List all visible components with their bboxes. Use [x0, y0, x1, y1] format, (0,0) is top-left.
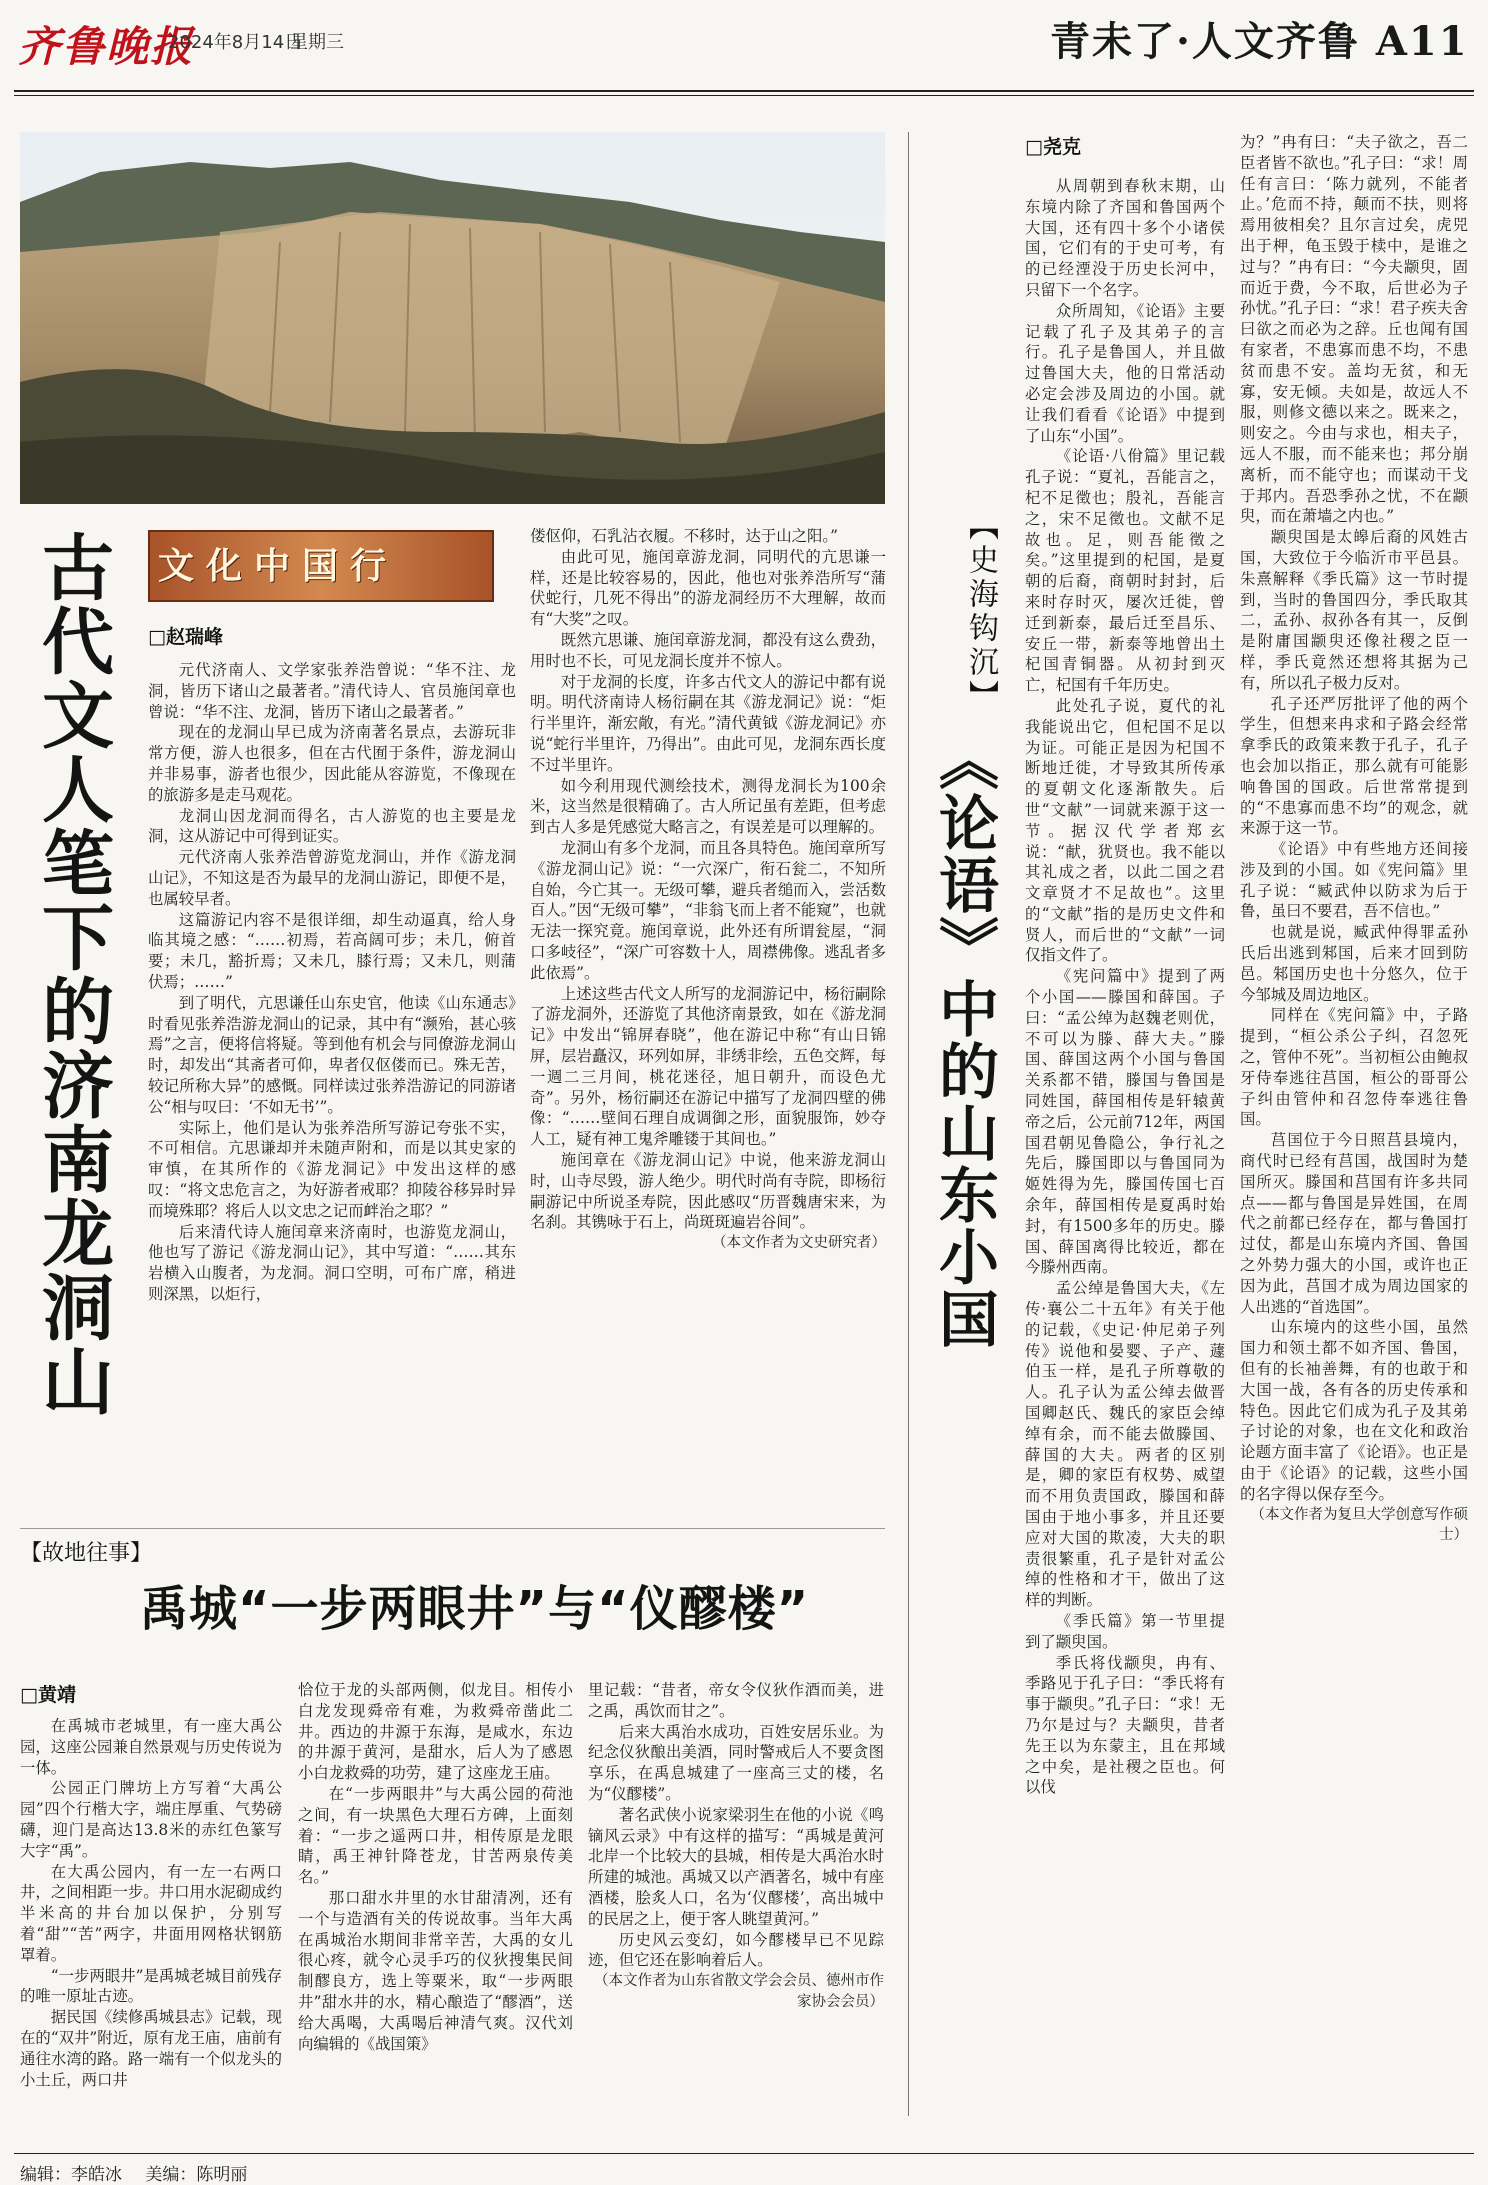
paragraph: 公园正门牌坊上方写着“大禹公园”四个行楷大字，端庄厚重、气势磅礴，迎门是高达13.8米的赤红色篆写大字“禹”。 [20, 1779, 282, 1860]
paragraph: 为？”冉有曰：“夫子欲之，吾二臣者皆不欲也。”孔子曰：“求！周任有言曰：‘陈力就列，不能者止。’危而不持，颠而不扶，则将焉用彼相矣？且尔言过矣，虎兕出于柙，龟玉毁于椟中，是谁之过与？”冉有曰：“今夫颛臾，固而近于费，今不取，后世必为子孙忧。”孔子曰：“求！君子疾夫舍曰欲之而必为之辞。丘也闻有国有家者，不患寡而患不均，不患贫而患不安。盖均无贫，和无寡，安无倾。夫如是，故远人不服，则修文德以来之。既来之，则安之。今由与求也，相夫子，远人不服，而不能来也；邦分崩离析，而不能守也；而谋动干戈于邦内。吾恐季孙之忧，不在颛臾，而在萧墙之内也。” [1240, 133, 1468, 526]
article1-title: 古代文人笔下的济南龙洞山 [30, 530, 114, 1418]
column-separator [908, 132, 909, 2116]
paragraph: 里记载：“昔者，帝女令仪狄作酒而美，进之禹，禹饮而甘之”。 [588, 1681, 884, 1720]
paragraph: 对于龙洞的长度，许多古代文人的游记中都有说明。明代济南诗人杨衍嗣在其《游龙洞记》说：“炬行半里许，渐宏敞，有光。”清代黄钺《游龙洞记》亦说“蛇行半里许，乃得出”。由此可见，龙洞东西长度不过半里许。 [530, 672, 886, 774]
paragraph: 偻伛仰，石乳沾衣履。不移时，达于山之阳。” [530, 527, 838, 545]
paragraph: 颛臾国是太皞后裔的风姓古国，大致位于今临沂市平邑县。朱熹解释《季氏篇》这一节时提到，当时的鲁国四分，季氏取其二，孟孙、叔孙各有其一，反倒是附庸国颛臾还像社稷之臣一样，季氏竟然还想将其据为己有，所以孔子极力反对。 [1240, 528, 1468, 692]
paragraph: 恰位于龙的头部两侧，似龙目。相传小白龙发现舜帝有难，为救舜帝凿此二井。西边的井源于东海，是咸水，东边的井源于黄河，是甜水，后人为了感恩小白龙救舜的功劳，建了这座龙王庙。 [298, 1681, 573, 1783]
page-footer [20, 2160, 265, 2185]
paragraph: 众所周知，《论语》主要记载了孔子及其弟子的言行。孔子是鲁国人，并且做过鲁国大夫，他的日常活动必定会涉及周边的小国。就让我们看看《论语》中提到了山东“小国”。 [1025, 301, 1225, 445]
masthead [0, 0, 1488, 84]
article3-column-1 [20, 1716, 282, 2131]
designer-credit: 美编：陈明丽 [145, 2165, 248, 2185]
article2-author-note: （本文作者为复旦大学创意写作硕士） [1250, 1506, 1468, 1544]
article1-column-2 [530, 526, 886, 1456]
paragraph: 在“一步两眼井”与大禹公园的荷池之间，有一块黑色大理石方碑，上面刻着：“一步之遥两口井，相传原是龙眼睛，禹王神针降苍龙，甘苦两泉传美名。” [298, 1784, 573, 1887]
paragraph: 《宪问篇中》提到了两个小国——滕国和薛国。子曰：“孟公绰为赵魏老则优，不可以为滕、薛大夫。”滕国、薛国这两个小国与鲁国关系都不错，滕国与鲁国是同姓国，薛国相传是轩辕黄帝之后，公元前712年，两国国君朝见鲁隐公，争行礼之先后，滕国即以与鲁国同为姬姓得为先，滕国传国七百余年，薛国相传是夏禹时始封，有1500多年的历史。滕国、薛国离得比较近，都在今滕州西南。 [1025, 967, 1225, 1277]
paragraph: 孟公绰是鲁国大夫，《左传·襄公二十五年》有关于他的记载，《史记·仲尼弟子列传》说他和晏婴、子产、蘧伯玉一样，是孔子所尊敬的人。孔子认为孟公绰去做晋国卿赵氏、魏氏的家臣会绰绰有余，而不能去做滕国、薛国的大夫。两者的区别是，卿的家臣有权势、威望而不用负责国政，滕国和薛国由于地小事多，并且还要应对大国的欺凌，大夫的职责很繁重，孔子是针对孟公绰的性格和才干，做出了这样的判断。 [1025, 1279, 1225, 1610]
article3-author-note: （本文作者为山东省散文学会会员、德州市作家协会会员） [594, 1973, 884, 2010]
paragraph: 莒国位于今日照莒县境内，商代时已经有莒国，战国时为楚国所灭。滕国和莒国有许多共同点——都与鲁国是异姓国，在周代之前都已经存在，都与鲁国打过仗，都是山东境内齐国、鲁国之外势力强大的小国，或许也正因为此，莒国才成为周边国家的人出逃的“首选国”。 [1240, 1131, 1468, 1316]
article2-title: 《论语》中的山东小国 [929, 730, 999, 1350]
paragraph: 同样在《宪问篇》中，子路提到，“桓公杀公子纠，召忽死之，管仲不死”。当初桓公由鲍叔牙侍奉逃往莒国，桓公的哥哥公子纠由管仲和召忽侍奉逃往鲁国。 [1240, 1006, 1468, 1129]
article1-author-note: （本文作者为文史研究者） [712, 1235, 886, 1252]
paragraph: 龙洞山因龙洞而得名，古人游览的也主要是龙洞，这从游记中可得到证实。 [148, 806, 516, 846]
paragraph: 施闰章在《游龙洞山记》中说，他来游龙洞山时，山寺尽毁，游人绝少。明代时尚有寺院，即杨衍嗣游记中所说圣寿院，因此感叹“历晋魏唐宋来，为名刹。其镌咏于石上，尚斑斑遍岩谷间”。 [530, 1150, 886, 1232]
cliff-landscape-image [20, 132, 885, 504]
article2-column-tag: 【史海钩沉】 [963, 510, 998, 714]
paragraph: 由此可见，施闰章游龙洞，同明代的亢思谦一样，还是比较容易的，因此，他也对张养浩所写“蒲伏蛇行，几死不得出”的游龙洞经历不大理解，故而有“大奖”之叹。 [530, 547, 886, 629]
paragraph: 如今利用现代测绘技术，测得龙洞长为100余米，这当然是很精确了。古人所记虽有差距，但考虑到古人多是凭感觉大略言之，有误差是可以理解的。 [530, 776, 886, 837]
paragraph: 后来大禹治水成功，百姓安居乐业。为纪念仪狄酿出美酒，同时警戒后人不要贪图享乐，在禹息城建了一座高三丈的楼，名为“仪醪楼”。 [588, 1722, 884, 1803]
paragraph: 上述这些古代文人所写的龙洞游记中，杨衍嗣除了游龙洞外，还游览了其他济南景致，如在《游龙洞记》中发出“锦屏春晓”，他在游记中称“有山日锦屏，层岩矗汉，环列如屏，非绣非绘，五色交辉，每一週二三月间，桃花迷径，旭日朝升，而设色尤奇”。另外，杨衍嗣还在游记中描写了龙洞四壁的佛像：“……壁间石理自成调御之形，面貌服饰，妙夺人工，疑有神工鬼斧雕镂于其间也。” [530, 984, 886, 1149]
paragraph: 从周朝到春秋末期，山东境内除了齐国和鲁国两个大国，还有四十多个小诸侯国，它们有的于史可考，有的已经湮没于历史长河中，只留下一个名字。 [1025, 177, 1225, 299]
paragraph: 实际上，他们是认为张养浩所写游记夸张不实，不可相信。亢思谦却并未随声附和，而是以其史家的审慎，在其所作的《游龙洞记》中发出这样的感叹：“将文忠危言之，为好游者戒耶？抑陵谷移异时异而境殊耶？将后人以文忠之记而衅治之耶？” [148, 1118, 516, 1220]
paragraph: 这篇游记内容不是很详细，却生动逼真，给人身临其境之感：“……初焉，若高阔可步；未几，俯首要；未几，豁折焉；又未几，膝行焉；又未几，则蒲伏焉；……” [148, 910, 516, 991]
paragraph: 历史风云变幻，如今醪楼早已不见踪迹，但它还在影响着后人。 [588, 1930, 884, 1970]
article3-title: 禹城“一步两眼井”与“仪醪楼” [140, 1581, 810, 1637]
header-rule [14, 90, 1474, 92]
article1-byline: □赵瑞峰 [148, 626, 223, 648]
article2-byline: □尧克 [1025, 136, 1081, 158]
longdong-mountain-photo [20, 132, 885, 504]
article3-separator [20, 1528, 885, 1529]
paragraph: 那口甜水井里的水甘甜清冽，还有一个与造酒有关的传说故事。当年大禹在禹城治水期间非常辛苦，大禹的女儿很心疼，就令心灵手巧的仪狄搜集民间制醪良方，选上等粟米，取“一步两眼井”甜水井的水，精心酿造了“醪酒”，送给大禹喝，大禹喝后神清气爽。汉代刘向编辑的《战国策》 [298, 1888, 573, 2053]
paragraph: 到了明代，亢思谦任山东史官，他读《山东通志》时看见张养浩游龙洞山的记录，其中有“濒殆，甚心骇焉”之言，便将信将疑。等到他有机会与同僚游龙洞山时，却发出“其斋者可仰，卑者仅伛偻而已。殊无苦，较记所称大异”的感慨。同样读过张养浩游记的同游诸公“相与叹曰：‘不如无书’”。 [148, 993, 516, 1116]
article3-column-tag: 【故地往事】 [20, 1541, 153, 1566]
paragraph: “一步两眼井”是禹城老城目前残存的唯一原址古迹。 [20, 1966, 282, 2006]
newspaper-logo: 齐鲁晚报 [18, 22, 195, 71]
paragraph: 元代济南人、文学家张养浩曾说：“华不注、龙洞，皆历下诸山之最著者。”清代诗人、官员施闰章也曾说：“华不注、龙洞，皆历下诸山之最著者。” [148, 661, 516, 721]
paragraph: 龙洞山有多个龙洞，而且各具特色。施闰章所写《游龙洞山记》说：“一穴深广，衔石瓮二，不知所自始，今亡其一。无级可攀，避兵者缒而入，尝活数百人。”因“无级可攀”，“非翁飞而上者不能窥”，也就无法一探究竟。施闰章说，此外还有所谓瓮屋，“洞口多岐径”，“深广可容数十人，周襟佛像。逃乱者多此依焉”。 [530, 838, 886, 982]
paragraph: 后来清代诗人施闰章来济南时，也游览龙洞山，他也写了游记《游龙洞山记》，其中写道：“……其东岩横入山腹者，为龙洞。洞口空明，可布广席，稍进则深黑，以炬行， [148, 1222, 516, 1303]
article3-column-2 [298, 1680, 573, 2131]
paragraph: 《季氏篇》第一节里提到了颛臾国。 [1025, 1611, 1225, 1651]
paragraph: 既然亢思谦、施闰章游龙洞，都没有这么费劲，用时也不长，可见龙洞长度并不惊人。 [530, 630, 886, 670]
paragraph: 《论语·八佾篇》里记载孔子说：“夏礼，吾能言之，杞不足徵也；殷礼，吾能言之，宋不足徵也。文献不足故也。足，则吾能徵之矣。”这里提到的杞国，是夏朝的后裔，商朝时封封，后来时存时灭，屡次迁徙，曾迁到新泰，最后迁至昌乐、安丘一带，新泰等地曾出土杞国青铜器。从初封到灭亡，杞国有千年历史。 [1025, 447, 1225, 695]
article2-column-1 [1025, 176, 1225, 2116]
paragraph: 在禹城市老城里，有一座大禹公园，这座公园兼自然景观与历史传说为一体。 [20, 1717, 282, 1777]
article3-column-3 [588, 1680, 884, 2131]
paragraph: 据民国《续修禹城县志》记载，现在的“双井”附近，原有龙王庙，庙前有通往水湾的路。路一端有一个似龙头的小土丘，两口井 [20, 2008, 282, 2089]
paragraph: 《论语》中有些地方还间接涉及到的小国。如《宪问篇》里孔子说：“臧武仲以防求为后于鲁，虽曰不要君，吾不信也。” [1240, 840, 1468, 921]
article1-column-1 [148, 660, 516, 1516]
article2-column-2 [1240, 132, 1468, 2116]
paragraph: 也就是说，臧武仲得罪孟孙氏后出逃到邾国，后来才回到防邑。邾国历史也十分悠久，位于今邹城及周边地区。 [1240, 923, 1468, 1004]
culture-banner-text: 文化中国行 [158, 545, 399, 587]
header-rule-thin [14, 95, 1474, 96]
issue-weekday: 星期三 [290, 32, 344, 53]
footer-rule [14, 2153, 1474, 2154]
paragraph: 著名武侠小说家梁羽生在他的小说《鸣镝风云录》中有这样的描写：“禹城是黄河北岸一个比较大的县城，相传是大禹治水时所建的城池。禹城又以产酒著名，城中有座酒楼，脍炙人口，名为‘仪醪楼’，高出城中的民居之上，便于客人眺望黄河。” [588, 1805, 884, 1928]
paragraph: 山东境内的这些小国，虽然国力和领土都不如齐国、鲁国，但有的长袖善舞，有的也敢于和大国一战，各有各的历史传承和特色。因此它们成为孔子及其弟子讨论的对象，也在文化和政治论题方面丰富了《论语》。也正是由于《论语》的记载，这些小国的名字得以保存至今。 [1240, 1318, 1468, 1503]
issue-date: 2024年8月14日 [168, 32, 303, 53]
paragraph: 元代济南人张养浩曾游览龙洞山，并作《游龙洞山记》，不知这是否为最早的龙洞山游记，即便不是，也属较早者。 [148, 848, 516, 908]
paragraph: 此处孔子说，夏代的礼我能说出它，但杞国不足以为证。可能正是因为杞国不断地迁徙，才导致其所传承的夏朝文化逐渐散失。后世“文献”一词就来源于这一节。据汉代学者郑玄说：“献，犹贤也。我不能以其礼成之者，以此二国之君文章贤才不足故也”。这里的“文献”指的是历史文件和贤人，而后世的“文献”一词仅指文件了。 [1025, 696, 1225, 965]
section-title: 青未了·人文齐鲁 A11 [1050, 18, 1469, 65]
paragraph: 在大禹公园内，有一左一右两口井，之间相距一步。井口用水泥砌成约半米高的井台加以保护，分别写着“甜”“苦”两字，井面用网格状钢筋罩着。 [20, 1862, 282, 1964]
paragraph: 现在的龙洞山早已成为济南著名景点，去游玩非常方便，游人也很多，但在古代囿于条件，游龙洞山并非易事，游者也很少，因此能从容游览，不像现在的旅游多是走马观花。 [148, 723, 516, 804]
editor-credit: 编辑：李皓冰 [20, 2165, 122, 2185]
article3-byline: □黄靖 [20, 1684, 76, 1706]
paragraph: 季氏将伐颛臾，冉有、季路见于孔子曰：“季氏将有事于颛臾。”孔子曰：“求！无乃尔是过与？夫颛臾，昔者先王以为东蒙主，且在邦域之中矣，是社稷之臣也。何以伐 [1025, 1653, 1225, 1797]
paragraph: 孔子还严厉批评了他的两个学生，但想来冉求和子路会经常拿季氏的政策来教于孔子，孔子也会加以指正，那么就有可能影响鲁国的国政。后世常常提到的“不患寡而患不均”的观念，就来源于这一节。 [1240, 694, 1468, 838]
